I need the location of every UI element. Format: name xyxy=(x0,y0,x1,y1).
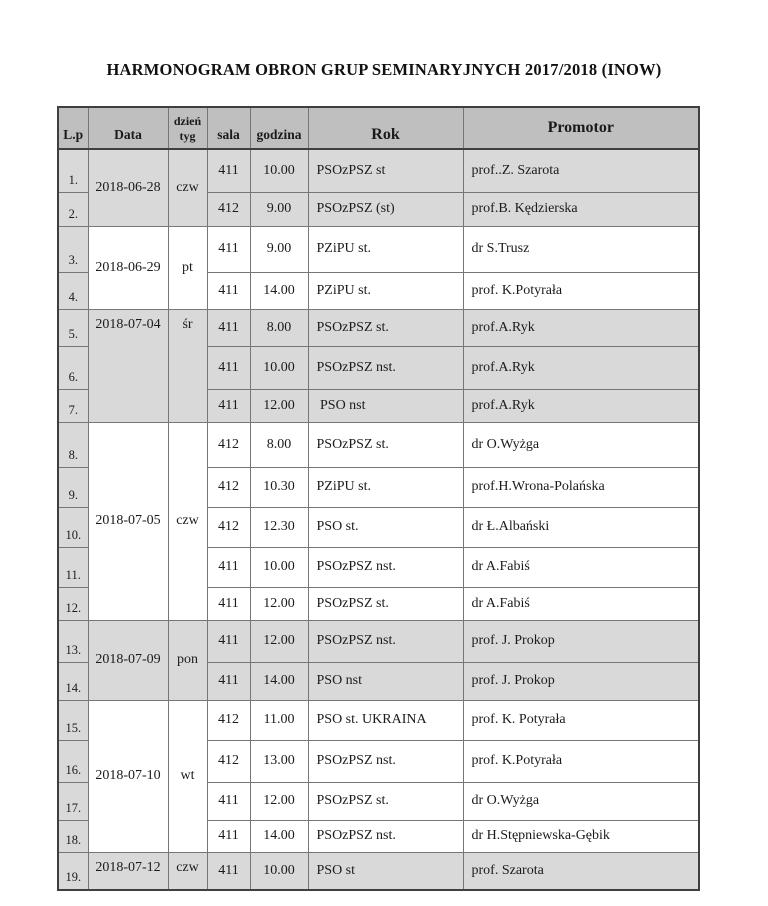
col-header-data: Data xyxy=(88,107,168,149)
cell-godzina: 10.00 xyxy=(250,852,308,890)
cell-sala: 411 xyxy=(207,547,250,587)
cell-sala: 411 xyxy=(207,309,250,346)
cell-promotor: prof. J. Prokop xyxy=(463,620,699,662)
cell-rok: PSO nst xyxy=(308,389,463,422)
cell-lp: 14. xyxy=(58,662,88,700)
cell-promotor: prof.H.Wrona-Polańska xyxy=(463,467,699,507)
cell-promotor: dr S.Trusz xyxy=(463,226,699,272)
cell-lp: 16. xyxy=(58,740,88,782)
cell-date: 2018-07-09 xyxy=(88,620,168,700)
cell-lp: 15. xyxy=(58,700,88,740)
cell-rok: PSO st. UKRAINA xyxy=(308,700,463,740)
cell-promotor: dr A.Fabiś xyxy=(463,587,699,620)
cell-godzina: 12.30 xyxy=(250,507,308,547)
cell-sala: 412 xyxy=(207,740,250,782)
cell-rok: PSOzPSZ nst. xyxy=(308,547,463,587)
cell-promotor: prof. K.Potyrała xyxy=(463,272,699,309)
cell-lp: 13. xyxy=(58,620,88,662)
cell-lp: 17. xyxy=(58,782,88,820)
cell-promotor: prof. Szarota xyxy=(463,852,699,890)
col-header-godzina: godzina xyxy=(250,107,308,149)
cell-rok: PSOzPSZ (st) xyxy=(308,192,463,226)
cell-rok: PSOzPSZ nst. xyxy=(308,820,463,852)
cell-rok: PSOzPSZ st. xyxy=(308,587,463,620)
cell-sala: 412 xyxy=(207,700,250,740)
table-header-row xyxy=(58,107,699,149)
cell-promotor: dr A.Fabiś xyxy=(463,547,699,587)
cell-date: 2018-07-04 xyxy=(88,309,168,422)
cell-rok: PSOzPSZ st xyxy=(308,149,463,192)
cell-sala: 411 xyxy=(207,782,250,820)
cell-promotor: prof..Z. Szarota xyxy=(463,149,699,192)
cell-promotor: dr O.Wyżga xyxy=(463,782,699,820)
cell-lp: 3. xyxy=(58,226,88,272)
cell-rok: PSO nst xyxy=(308,662,463,700)
table-row xyxy=(58,852,699,890)
cell-date: 2018-07-05 xyxy=(88,422,168,620)
cell-promotor: prof. K. Potyrała xyxy=(463,700,699,740)
cell-promotor: prof. K.Potyrała xyxy=(463,740,699,782)
cell-godzina: 10.00 xyxy=(250,547,308,587)
cell-day-of-week: wt xyxy=(168,700,207,852)
cell-lp: 8. xyxy=(58,422,88,467)
cell-rok: PSOzPSZ st. xyxy=(308,309,463,346)
cell-lp: 6. xyxy=(58,346,88,389)
cell-day-of-week: czw xyxy=(168,149,207,226)
cell-sala: 411 xyxy=(207,852,250,890)
cell-sala: 411 xyxy=(207,587,250,620)
cell-godzina: 10.00 xyxy=(250,149,308,192)
col-header-promotor: Promotor xyxy=(463,107,699,149)
col-header-sala: sala xyxy=(207,107,250,149)
cell-sala: 411 xyxy=(207,389,250,422)
cell-rok: PZiPU st. xyxy=(308,467,463,507)
cell-sala: 412 xyxy=(207,422,250,467)
cell-lp: 10. xyxy=(58,507,88,547)
cell-godzina: 8.00 xyxy=(250,309,308,346)
cell-date: 2018-07-10 xyxy=(88,700,168,852)
cell-godzina: 14.00 xyxy=(250,820,308,852)
col-header-dzien-line1: dzień xyxy=(173,114,202,129)
cell-promotor: dr O.Wyżga xyxy=(463,422,699,467)
cell-promotor: prof.B. Kędzierska xyxy=(463,192,699,226)
cell-godzina: 12.00 xyxy=(250,620,308,662)
cell-sala: 411 xyxy=(207,149,250,192)
cell-sala: 411 xyxy=(207,820,250,852)
cell-godzina: 11.00 xyxy=(250,700,308,740)
cell-godzina: 12.00 xyxy=(250,782,308,820)
cell-lp: 19. xyxy=(58,852,88,890)
cell-godzina: 9.00 xyxy=(250,192,308,226)
cell-date: 2018-06-29 xyxy=(88,226,168,309)
cell-godzina: 10.00 xyxy=(250,346,308,389)
cell-lp: 11. xyxy=(58,547,88,587)
cell-promotor: dr Ł.Albański xyxy=(463,507,699,547)
cell-day-of-week: pon xyxy=(168,620,207,700)
cell-lp: 12. xyxy=(58,587,88,620)
cell-godzina: 13.00 xyxy=(250,740,308,782)
cell-lp: 9. xyxy=(58,467,88,507)
cell-rok: PSOzPSZ nst. xyxy=(308,620,463,662)
table-row xyxy=(58,226,699,272)
cell-godzina: 8.00 xyxy=(250,422,308,467)
cell-godzina: 14.00 xyxy=(250,272,308,309)
cell-day-of-week: pt xyxy=(168,226,207,309)
document-title: HARMONOGRAM OBRON GRUP SEMINARYJNYCH 2017/2018 (INOW) xyxy=(106,60,662,79)
table-row xyxy=(58,422,699,467)
cell-promotor: prof.A.Ryk xyxy=(463,389,699,422)
cell-lp: 5. xyxy=(58,309,88,346)
cell-sala: 411 xyxy=(207,620,250,662)
cell-sala: 411 xyxy=(207,226,250,272)
cell-day-of-week: czw xyxy=(168,852,207,890)
cell-sala: 412 xyxy=(207,192,250,226)
cell-date: 2018-06-28 xyxy=(88,149,168,226)
col-header-lp: L.p xyxy=(58,107,88,149)
cell-rok: PSOzPSZ nst. xyxy=(308,740,463,782)
cell-sala: 411 xyxy=(207,346,250,389)
cell-rok: PSO st. xyxy=(308,507,463,547)
col-header-rok: Rok xyxy=(308,107,463,149)
schedule-table xyxy=(57,106,700,891)
cell-lp: 18. xyxy=(58,820,88,852)
cell-lp: 1. xyxy=(58,149,88,192)
cell-rok: PSOzPSZ st. xyxy=(308,422,463,467)
cell-lp: 2. xyxy=(58,192,88,226)
cell-lp: 7. xyxy=(58,389,88,422)
cell-sala: 411 xyxy=(207,662,250,700)
col-header-dzien-tyg xyxy=(168,107,207,149)
table-row xyxy=(58,149,699,192)
table-row xyxy=(58,620,699,662)
cell-promotor: prof.A.Ryk xyxy=(463,309,699,346)
table-row xyxy=(58,700,699,740)
cell-day-of-week: czw xyxy=(168,422,207,620)
cell-sala: 411 xyxy=(207,272,250,309)
cell-rok: PSOzPSZ nst. xyxy=(308,346,463,389)
cell-sala: 412 xyxy=(207,507,250,547)
cell-rok: PZiPU st. xyxy=(308,226,463,272)
cell-sala: 412 xyxy=(207,467,250,507)
cell-day-of-week: śr xyxy=(168,309,207,422)
cell-date: 2018-07-12 xyxy=(88,852,168,890)
col-header-dzien-line2: tyg xyxy=(179,128,196,143)
table-row xyxy=(58,309,699,346)
cell-godzina: 12.00 xyxy=(250,389,308,422)
cell-godzina: 10.30 xyxy=(250,467,308,507)
cell-godzina: 9.00 xyxy=(250,226,308,272)
cell-promotor: prof.A.Ryk xyxy=(463,346,699,389)
schedule-table-body xyxy=(58,149,699,890)
cell-rok: PSOzPSZ st. xyxy=(308,782,463,820)
cell-godzina: 12.00 xyxy=(250,587,308,620)
cell-lp: 4. xyxy=(58,272,88,309)
cell-rok: PSO st xyxy=(308,852,463,890)
cell-godzina: 14.00 xyxy=(250,662,308,700)
cell-rok: PZiPU st. xyxy=(308,272,463,309)
cell-promotor: dr H.Stępniewska-Gębik xyxy=(463,820,699,852)
cell-promotor: prof. J. Prokop xyxy=(463,662,699,700)
